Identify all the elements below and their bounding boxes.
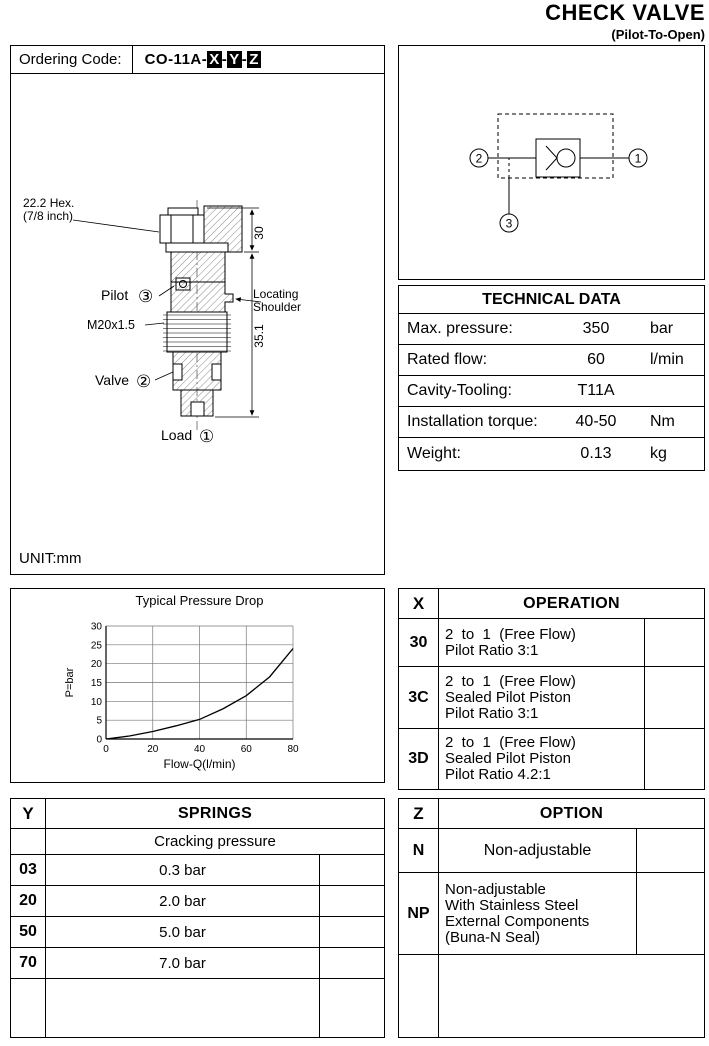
empty-cell (46, 979, 319, 1038)
svg-text:0: 0 (96, 734, 102, 746)
svg-text:P=bar: P=bar (64, 667, 76, 698)
table-row (399, 376, 704, 407)
spring-code: 70 (11, 948, 46, 978)
springs-subheader (11, 829, 384, 855)
springs-title: SPRINGS (177, 804, 253, 822)
table-row (399, 829, 704, 873)
spring-value: 5.0 bar (159, 923, 206, 941)
operation-code: 3D (399, 729, 439, 789)
hex-label-line1: 22.2 Hex. (23, 196, 75, 210)
ordering-code-label: Ordering Code: (19, 51, 122, 68)
ordering-code-value (133, 51, 261, 68)
springs-table (10, 798, 385, 1038)
port-3-number: 3 (505, 216, 513, 231)
svg-text:20: 20 (90, 659, 102, 671)
operation-table (398, 588, 705, 790)
schematic-panel (398, 45, 705, 280)
springs-table-header (11, 799, 384, 829)
load-port-number-icon: ① (199, 427, 215, 446)
svg-text:Typical Pressure Drop: Typical Pressure Drop (135, 593, 264, 608)
pressure-drop-chart-panel (10, 588, 385, 783)
thread-label: M20x1.5 (87, 318, 135, 332)
svg-text:30: 30 (90, 621, 102, 633)
table-row (11, 917, 384, 948)
code-prefix: CO-11A- (144, 51, 208, 68)
hex-label-line2: (7/8 inch) (23, 209, 74, 223)
empty-cell (636, 829, 704, 872)
empty-row (11, 979, 384, 1038)
locating-shoulder-label-line1: Locating (253, 287, 299, 301)
operation-title: OPERATION (523, 594, 620, 612)
option-code: NP (399, 873, 439, 954)
technical-data-table (398, 285, 705, 471)
valve-label: Valve (95, 372, 129, 388)
empty-cell (11, 829, 46, 854)
spec-unit: bar (650, 320, 674, 337)
table-row (399, 407, 704, 438)
locating-shoulder-label-line2: Shoulder (253, 300, 302, 314)
empty-cell (319, 855, 384, 885)
spring-code: 50 (11, 917, 46, 947)
operation-table-header (399, 589, 704, 619)
code-sep1: - (221, 51, 228, 68)
unit-label: UNIT:mm (19, 550, 82, 567)
table-row (399, 729, 704, 789)
spring-value: 0.3 bar (159, 861, 206, 879)
table-row (399, 667, 704, 729)
empty-cell (319, 979, 384, 1038)
empty-row (399, 955, 704, 1038)
code-sep2: - (241, 51, 248, 68)
operation-code: 30 (399, 619, 439, 666)
header-block (545, 0, 705, 42)
technical-data-title: TECHNICAL DATA (399, 286, 704, 314)
spec-value: 0.13 (580, 444, 612, 462)
svg-text:40: 40 (193, 744, 206, 755)
empty-cell (636, 873, 704, 954)
spec-label: Rated flow: (407, 351, 488, 368)
spring-value: 2.0 bar (159, 892, 206, 910)
empty-cell (319, 917, 384, 947)
table-row (399, 314, 704, 345)
empty-cell (399, 955, 439, 1038)
empty-cell (11, 979, 46, 1038)
valve-drawing-panel (10, 73, 385, 575)
spring-code: 20 (11, 886, 46, 916)
spec-value: 40-50 (575, 413, 617, 430)
pilot-label: Pilot (101, 287, 129, 303)
option-title: OPTION (539, 804, 604, 822)
valve-body-shapes (160, 206, 242, 416)
port-2-number: 2 (475, 151, 483, 166)
empty-cell (644, 667, 704, 728)
svg-text:Flow-Q(l/min): Flow-Q(l/min) (163, 757, 236, 771)
spring-code: 03 (11, 855, 46, 885)
svg-text:5: 5 (96, 715, 102, 727)
svg-text:10: 10 (90, 696, 102, 708)
dim-35-1-label: 35.1 (252, 324, 266, 348)
empty-cell (644, 729, 704, 789)
cracking-pressure-label: Cracking pressure (154, 833, 276, 850)
table-row (399, 345, 704, 376)
springs-col-header: Y (11, 799, 46, 828)
spec-unit: kg (650, 444, 667, 462)
operation-desc: 2 to 1 (Free Flow) Sealed Pilot Piston Pilot Ratio 3:1 (445, 672, 576, 722)
code-x: X (209, 51, 220, 68)
svg-text:60: 60 (240, 744, 252, 755)
spec-label: Installation torque: (407, 413, 538, 430)
page-title: CHECK VALVE (545, 0, 705, 25)
table-row (11, 855, 384, 886)
valve-cross-section-drawing (11, 74, 384, 548)
spec-value: T11A (577, 382, 615, 399)
check-valve-schematic (399, 46, 704, 279)
svg-text:15: 15 (90, 678, 102, 689)
operation-code: 3C (399, 667, 439, 728)
operation-desc: 2 to 1 (Free Flow) Pilot Ratio 3:1 (445, 625, 576, 659)
load-label: Load (161, 427, 193, 443)
svg-text:25: 25 (90, 640, 102, 652)
page-subtitle: (Pilot-To-Open) (611, 27, 705, 42)
svg-text:20: 20 (147, 744, 159, 755)
dim-30-label: 30 (252, 226, 266, 240)
spec-label: Max. pressure: (407, 320, 513, 337)
empty-cell (439, 955, 636, 1038)
port-1-number: 1 (634, 151, 642, 166)
table-row (399, 619, 704, 667)
svg-text:80: 80 (287, 744, 299, 755)
spec-value: 350 (582, 320, 610, 337)
svg-text:0: 0 (103, 744, 109, 755)
option-code: N (399, 829, 439, 872)
table-row (399, 438, 704, 469)
option-col-header: Z (399, 799, 439, 828)
spec-unit: Nm (650, 413, 675, 430)
ordering-code-box (10, 45, 385, 74)
option-table-header (399, 799, 704, 829)
code-y: Y (229, 51, 240, 68)
spec-value: 60 (587, 351, 605, 368)
valve-port-number-icon: ② (136, 372, 152, 391)
spec-label: Weight: (407, 444, 461, 462)
code-z: Z (249, 51, 259, 68)
empty-cell (644, 619, 704, 666)
empty-cell (319, 948, 384, 978)
option-desc: Non-adjustable With Stainless Steel External Components (Buna-N Seal) (445, 880, 590, 946)
operation-col-header: X (399, 589, 439, 618)
spring-value: 7.0 bar (159, 954, 206, 972)
pilot-port-number-icon: ③ (138, 287, 154, 306)
table-row (399, 873, 704, 955)
spec-label: Cavity-Tooling: (407, 382, 512, 399)
pressure-drop-chart (11, 589, 384, 782)
operation-desc: 2 to 1 (Free Flow) Sealed Pilot Piston Pilot Ratio 4.2:1 (445, 734, 576, 783)
table-row (11, 948, 384, 979)
option-table (398, 798, 705, 1038)
option-desc: Non-adjustable (483, 841, 592, 859)
spec-unit: l/min (650, 351, 684, 368)
empty-cell (319, 886, 384, 916)
table-row (11, 886, 384, 917)
